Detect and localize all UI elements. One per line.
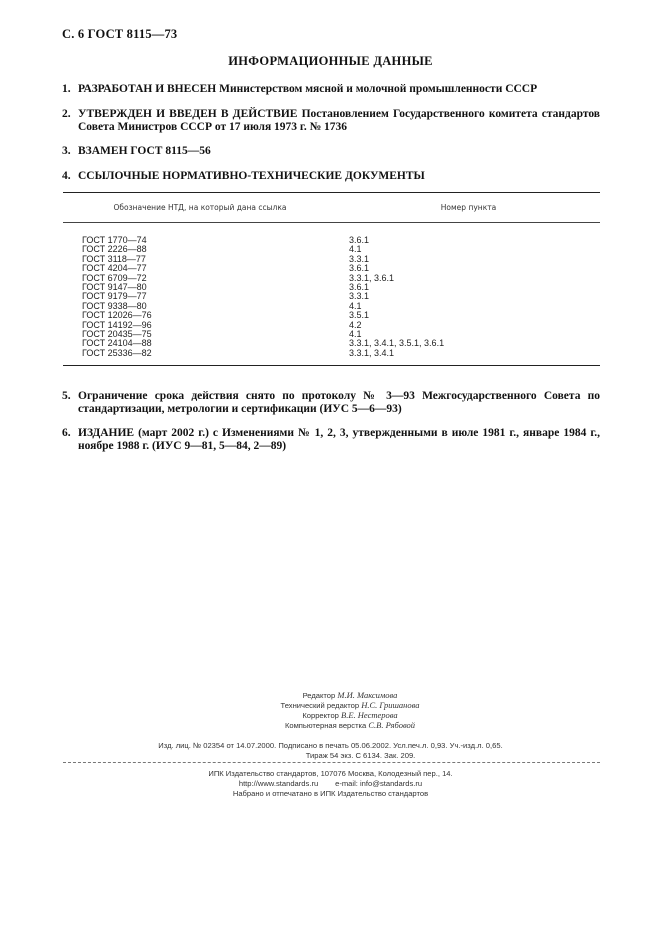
email-link[interactable]: e-mail: info@standards.ru	[335, 779, 423, 788]
clause-cell: 3.3.1	[349, 291, 370, 302]
document-cell: ГОСТ 3118—77	[82, 253, 146, 264]
document-cell: ГОСТ 9147—80	[82, 281, 147, 292]
item-heading: РАЗРАБОТАН И ВНЕСЕН	[78, 83, 217, 95]
document-cell: ГОСТ 9338—80	[82, 300, 147, 311]
table-body	[63, 223, 600, 358]
clause-cell: 3.3.1	[349, 253, 370, 264]
credit-role: Компьютерная верстка	[284, 721, 367, 730]
table-header-row	[63, 193, 600, 222]
item-number: 5.	[62, 390, 71, 402]
credit-person: Н.С. Гришанова	[361, 700, 420, 710]
item-text: Постановлением Государственного комитета стандартов Совета Министров СССР от 17 июля 1973 г. № 1736	[78, 108, 600, 133]
document-cell: ГОСТ 14192—96	[82, 319, 152, 330]
clause-cell: 3.6.1	[349, 263, 370, 274]
imprint-divider	[63, 762, 600, 763]
info-item-1	[62, 83, 600, 96]
document-cell: ГОСТ 24104—88	[82, 338, 152, 349]
clause-cell: 3.3.1, 3.4.1	[349, 347, 395, 358]
table-row	[63, 349, 600, 358]
credit-editor	[140, 690, 560, 700]
table-bottom-rule	[63, 365, 600, 366]
item-heading: УТВЕРЖДЕН И ВВЕДЕН В ДЕЙСТВИЕ	[78, 108, 298, 120]
column-header-document: Обозначение НТД, на который дана ссылка	[113, 203, 287, 212]
document-cell: ГОСТ 2226—88	[82, 244, 147, 255]
info-item-6	[62, 427, 600, 453]
item-heading: ИЗДАНИЕ	[78, 427, 135, 439]
clause-cell: 4.1	[349, 300, 362, 311]
credit-role: Редактор	[302, 691, 336, 700]
publisher-contacts	[0, 779, 661, 788]
credit-person: М.И. Максимова	[337, 690, 398, 700]
item-text: (март 2002 г.) с Изменениями № 1, 2, 3, утвержденными в июле 1981 г., январе 1984 г., ноябре 1988 г. (ИУС 9—81, 5—84, 2—89)	[78, 427, 601, 452]
credit-role: Технический редактор	[280, 701, 360, 710]
item-heading: ССЫЛОЧНЫЕ НОРМАТИВНО-ТЕХНИЧЕСКИЕ ДОКУМЕНТЫ	[78, 170, 425, 182]
clause-cell: 3.3.1, 3.6.1	[349, 272, 395, 283]
document-cell: ГОСТ 4204—77	[82, 263, 147, 274]
document-cell: ГОСТ 1770—74	[82, 235, 147, 245]
info-item-5	[62, 390, 600, 416]
document-cell: ГОСТ 20435—75	[82, 328, 152, 339]
clause-cell: 4.1	[349, 328, 362, 339]
document-cell: ГОСТ 25336—82	[82, 347, 152, 358]
document-cell: ГОСТ 12026—76	[82, 310, 152, 321]
website-link[interactable]: http://www.standards.ru	[238, 779, 319, 788]
document-cell: ГОСТ 9179—77	[82, 291, 147, 302]
publisher-address: ИПК Издательство стандартов, 107076 Москва, Колодезный пер., 14.	[208, 769, 453, 778]
clause-cell: 4.1	[349, 244, 362, 255]
credit-tech-editor	[140, 700, 560, 710]
clause-cell: 3.5.1	[349, 310, 370, 321]
credit-proofreader	[140, 710, 560, 720]
column-header-clause: Номер пункта	[440, 203, 497, 212]
page-header: С. 6 ГОСТ 8115—73	[62, 27, 178, 41]
item-number: 6.	[62, 427, 71, 439]
info-item-3	[62, 145, 600, 158]
credit-role: Корректор	[302, 711, 339, 720]
credit-person: В.Е. Нестерова	[341, 710, 398, 720]
document-cell: ГОСТ 6709—72	[82, 272, 147, 283]
imprint-line-1: Изд. лиц. № 02354 от 14.07.2000. Подписано в печать 05.06.2002. Усл.печ.л. 0,93. Уч.-изд.л. 0,65.	[158, 741, 503, 750]
item-number: 2.	[62, 108, 71, 120]
item-number: 3.	[62, 145, 71, 157]
clause-cell: 3.3.1, 3.4.1, 3.5.1, 3.6.1	[349, 338, 445, 349]
item-text: Министерством мясной и молочной промышленности СССР	[219, 83, 538, 95]
credit-person: С.В. Рябовой	[368, 720, 416, 730]
document-title: ИНФОРМАЦИОННЫЕ ДАННЫЕ	[228, 54, 433, 68]
clause-cell: 3.6.1	[349, 281, 370, 292]
clause-cell: 4.2	[349, 319, 362, 330]
info-item-2	[62, 108, 600, 134]
reference-documents-table	[63, 192, 600, 366]
item-text: Ограничение срока действия снято по протоколу № 3—93 Межгосударственного Совета по стандартизации, метрологии и сертификации (ИУС 5—6—93)	[78, 390, 600, 415]
clause-cell: 3.6.1	[349, 235, 370, 245]
item-number: 1.	[62, 83, 71, 95]
item-number: 4.	[62, 170, 71, 182]
printed-by: Набрано и отпечатано в ИПК Издательство стандартов	[232, 789, 429, 798]
info-item-4	[62, 170, 600, 183]
credit-layout	[140, 720, 560, 730]
imprint-line-2: Тираж 54 экз. С 6134. Зак. 209.	[305, 751, 416, 760]
item-heading: ВЗАМЕН ГОСТ 8115—56	[78, 145, 211, 157]
